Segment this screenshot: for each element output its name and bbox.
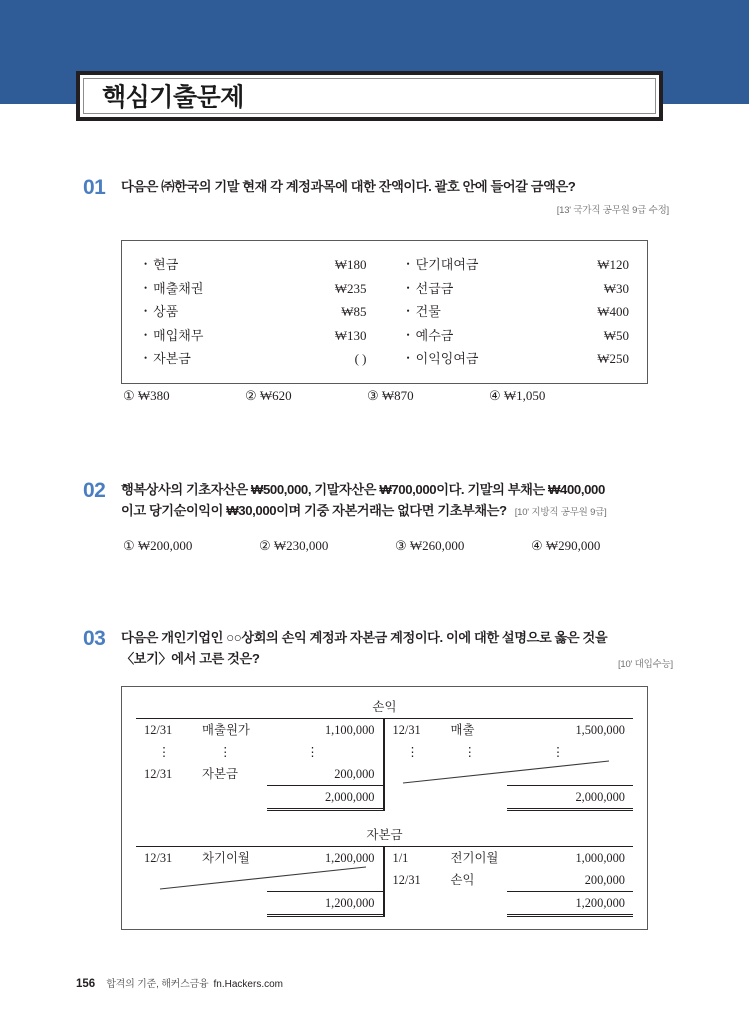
page-header-box	[76, 71, 663, 121]
question-03-text-line2: 〈보기〉에서 고른 것은?	[121, 651, 260, 666]
data-row	[407, 277, 630, 301]
data-row-value: ₩235	[334, 280, 367, 296]
ledger-row-spacer	[136, 869, 383, 891]
ledger-credit-side	[385, 847, 634, 917]
ledger-total-amount: 2,000,000	[507, 785, 633, 811]
ledger-total-row	[136, 785, 383, 811]
ledger-row-date: 12/31	[392, 873, 421, 887]
question-02-source: [10' 지방직 공무원 9급]	[514, 507, 607, 518]
ledger-account-capital	[136, 811, 633, 917]
page-title: 핵심기출문제	[102, 83, 244, 112]
ledger-row-account: 차기이월	[202, 851, 250, 865]
data-row	[144, 277, 367, 301]
data-row-label: • 이익잉여금	[407, 347, 479, 371]
choice-option[interactable]: ① ₩380	[123, 388, 170, 403]
data-row	[144, 324, 367, 348]
choice-option[interactable]: ① ₩200,000	[123, 538, 193, 553]
choice-option[interactable]: ③ ₩260,000	[395, 538, 465, 553]
data-row	[144, 300, 367, 324]
ledger-row-amount: 200,000	[584, 873, 625, 887]
data-row-label: • 예수금	[407, 324, 454, 348]
ledger-row-ellipsis	[385, 741, 634, 763]
ledger-row-amount: 1,500,000	[575, 723, 625, 737]
ledger-grid	[136, 846, 633, 917]
question-01-text: 다음은 ㈜한국의 기말 현재 각 계정과목에 대한 잔액이다. 괄호 안에 들어갈 금액은?	[121, 179, 576, 194]
ledger-total-amount: 1,200,000	[267, 891, 383, 917]
data-row	[407, 347, 630, 371]
data-row	[407, 253, 630, 277]
page-header-box-inner	[83, 78, 656, 114]
ledger-row	[136, 847, 383, 869]
ledger-row-account: ⋮	[219, 745, 232, 759]
question-02-text-line2	[121, 500, 673, 523]
data-row-label: • 단기대여금	[407, 253, 479, 277]
data-row-value: ₩250	[597, 351, 629, 366]
question-02-choices	[123, 538, 667, 554]
ledger-title: 손익	[372, 700, 397, 714]
ledger-row-date: 12/31	[144, 851, 173, 865]
ledger-total-row	[136, 891, 383, 917]
ledger-row-account: 매출	[450, 723, 475, 737]
ledger-total-amount: 2,000,000	[267, 785, 383, 811]
choice-option[interactable]: ④ ₩1,050	[489, 388, 546, 403]
question-03-number: 03	[83, 627, 106, 650]
ledger-row-account: 매출원가	[202, 723, 250, 737]
ledger-row-account: 자본금	[202, 767, 238, 781]
ledger-row-date: ⋮	[157, 745, 171, 759]
ledger-account-income	[136, 687, 633, 811]
question-01-data-column-left	[122, 253, 385, 371]
data-row	[407, 324, 630, 348]
ledger-row-amount: 1,100,000	[324, 723, 375, 737]
data-row-value: ₩120	[597, 257, 629, 272]
data-row-label: • 선급금	[407, 277, 454, 301]
question-01-data-column-right	[385, 253, 648, 371]
data-row-label: • 현금	[144, 253, 178, 277]
data-row-value: ₩50	[603, 327, 629, 343]
data-row-blank-value: ( )	[354, 351, 367, 366]
question-01-source: [13' 국가직 공무원 9급 수정]	[556, 205, 669, 216]
ledger-row	[385, 869, 634, 891]
question-01-data-columns	[122, 253, 647, 371]
choice-option[interactable]: ④ ₩290,000	[531, 538, 601, 553]
ledger-row-date: 12/31	[392, 723, 421, 737]
ledger-row-spacer	[385, 763, 634, 785]
question-02-text-line1: 행복상사의 기초자산은 ₩500,000, 기말자산은 ₩700,000이다. 기말의 부채는 ₩400,000	[121, 482, 605, 497]
question-02-text-line2-main: 이고 당기순이익이 ₩30,000이며 기중 자본거래는 없다면 기초부채는?	[121, 503, 507, 518]
question-03-ledger-box	[121, 686, 648, 930]
ledger-credit-side	[385, 719, 634, 811]
question-03-body	[121, 627, 673, 670]
data-row	[144, 253, 367, 277]
ledger-row-amount: 1,000,000	[575, 851, 625, 865]
footer-page-number: 156	[76, 978, 96, 990]
choice-option[interactable]: ② ₩620	[245, 388, 292, 403]
data-row-value: ₩85	[341, 304, 367, 319]
ledger-row-date: 12/31	[144, 723, 173, 737]
ledger-row-amount: ⋮	[306, 745, 319, 759]
footer-brand: 합격의 기준, 해커스금융	[106, 979, 209, 990]
data-row	[144, 347, 367, 371]
data-row-value: ₩30	[603, 280, 629, 296]
data-row-value: ₩130	[334, 327, 367, 343]
ledger-debit-side	[136, 719, 385, 811]
data-row-label: • 상품	[144, 300, 178, 324]
ledger-row-date: 1/1	[392, 851, 409, 865]
ledger-total-row	[385, 891, 634, 917]
question-01-choices	[123, 388, 611, 404]
ledger-grid	[136, 718, 633, 811]
question-03-source: [10' 대입수능]	[617, 659, 673, 670]
footer-site-url: fn.Hackers.com	[213, 979, 283, 990]
data-row-label: • 자본금	[144, 347, 191, 371]
ledger-row-account: ⋮	[463, 745, 476, 759]
question-01-data-box	[121, 240, 648, 384]
ledger-row-account: 손익	[450, 873, 475, 887]
ledger-row-account: 전기이월	[450, 851, 499, 865]
ledger-total-row	[385, 785, 634, 811]
question-01-body	[121, 176, 669, 216]
ledger-row-amount: 1,200,000	[324, 851, 375, 865]
ledger-row	[136, 719, 383, 741]
data-row-label: • 매출채권	[144, 277, 203, 301]
ledger-row	[385, 847, 634, 869]
choice-option[interactable]: ③ ₩870	[367, 388, 414, 403]
data-row-label: • 건물	[407, 300, 441, 324]
page-footer	[76, 975, 283, 990]
ledger-row-ellipsis	[136, 741, 383, 763]
data-row-value: ₩400	[597, 304, 629, 319]
ledger-total-amount: 1,200,000	[507, 891, 633, 917]
ledger-row	[385, 719, 634, 741]
data-row-label: • 매입채무	[144, 324, 203, 348]
question-01-number: 01	[83, 176, 106, 199]
question-03-text-line1: 다음은 개인기업인 ○○상회의 손익 계정과 자본금 계정이다. 이에 대한 설명으로 옳은 것을	[121, 630, 608, 645]
data-row	[407, 300, 630, 324]
data-row-value: ₩180	[334, 257, 367, 272]
ledger-row-amount: ⋮	[551, 745, 565, 759]
question-02-number: 02	[83, 479, 106, 502]
choice-option[interactable]: ② ₩230,000	[259, 538, 329, 553]
ledger-row-date: ⋮	[406, 745, 419, 759]
ledger-title: 자본금	[366, 828, 403, 842]
question-02-body	[121, 479, 673, 523]
ledger-box-bottom-pad	[122, 917, 647, 929]
ledger-debit-side	[136, 847, 385, 917]
ledger-row-date: 12/31	[144, 767, 173, 781]
ledger-row-amount: 200,000	[334, 767, 375, 781]
ledger-row	[136, 763, 383, 785]
